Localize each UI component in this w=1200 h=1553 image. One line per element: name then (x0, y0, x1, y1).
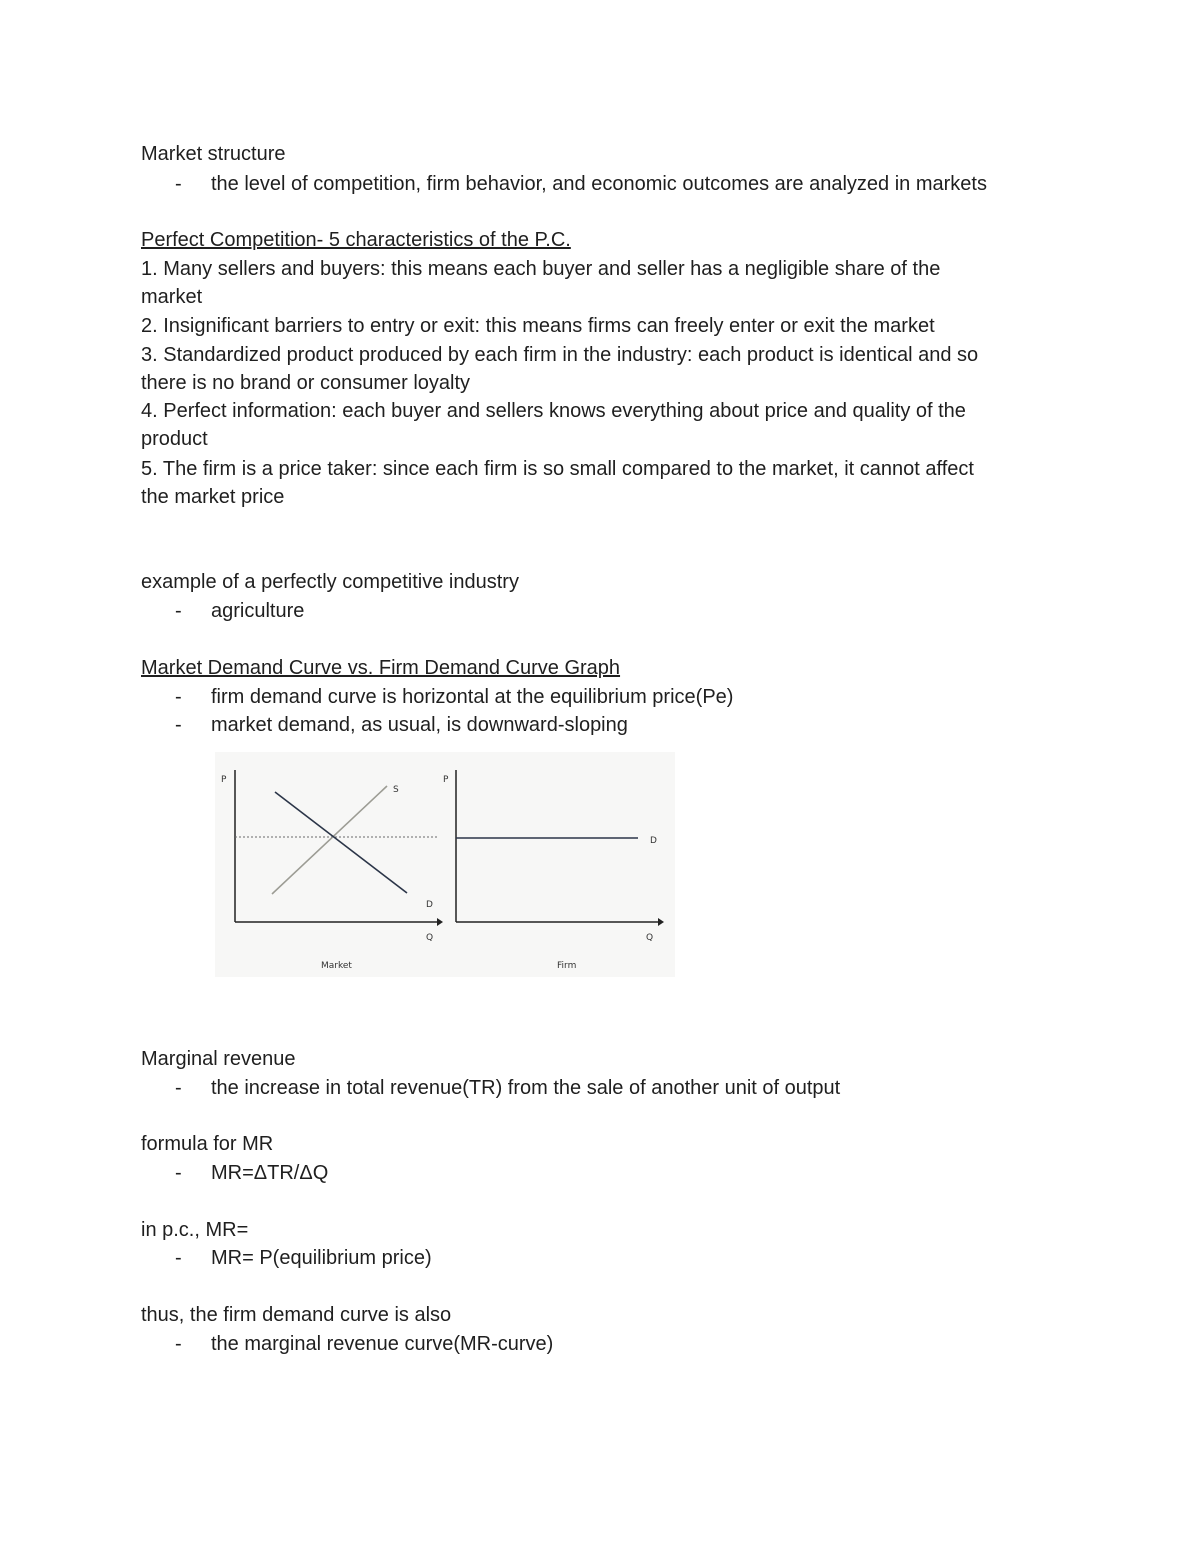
characteristic-5-line-2: the market price (141, 486, 285, 508)
bullet-dash: - (175, 173, 182, 195)
firm-x-label: Q (646, 933, 654, 943)
market-demand-curve (275, 792, 407, 893)
marginal-revenue-title: Marginal revenue (141, 1048, 296, 1070)
characteristic-1-line-1: 1. Many sellers and buyers: this means each buyer and seller has a negligible share of the (141, 258, 941, 280)
market-demand-label: D (426, 900, 433, 910)
characteristic-5-line-1: 5. The firm is a price taker: since each firm is so small compared to the market, it cannot affect (141, 458, 974, 480)
firm-caption: Firm (557, 961, 577, 971)
in-pc-title: in p.c., MR= (141, 1219, 249, 1241)
bullet-text: the increase in total revenue(TR) from the sale of another unit of output (211, 1077, 841, 1099)
bullet-text: MR=ΔTR/ΔQ (211, 1162, 329, 1184)
characteristic-4-line-1: 4. Perfect information: each buyer and sellers knows everything about price and quality of the (141, 400, 966, 422)
bullet-dash: - (175, 714, 182, 736)
characteristic-3-line-2: there is no brand or consumer loyalty (141, 372, 471, 394)
demand-graph-heading: Market Demand Curve vs. Firm Demand Curve Graph (141, 657, 621, 679)
bullet-text: market demand, as usual, is downward-sloping (211, 714, 628, 736)
bullet-text: the marginal revenue curve(MR-curve) (211, 1333, 554, 1355)
market-x-label: Q (426, 933, 434, 943)
market-structure-title: Market structure (141, 143, 286, 165)
market-supply-label: S (393, 785, 399, 795)
market-x-arrow (437, 918, 443, 926)
bullet-dash: - (175, 1333, 182, 1355)
characteristic-2-line-1: 2. Insignificant barriers to entry or exit: this means firms can freely enter or exit the market (141, 315, 935, 337)
firm-y-label: P (443, 775, 449, 785)
thus-title: thus, the firm demand curve is also (141, 1304, 452, 1326)
bullet-dash: - (175, 686, 182, 708)
bullet-dash: - (175, 1077, 182, 1099)
bullet-dash: - (175, 1162, 182, 1184)
characteristic-4-line-2: product (141, 428, 208, 450)
example-title: example of a perfectly competitive industry (141, 571, 519, 593)
bullet-text: agriculture (211, 600, 305, 622)
bullet-dash: - (175, 600, 182, 622)
firm-demand-label: D (650, 836, 657, 846)
market-caption: Market (321, 961, 352, 971)
bullet-dash: - (175, 1247, 182, 1269)
bullet-text: the level of competition, firm behavior, and economic outcomes are analyzed in markets (211, 173, 987, 195)
perfect-competition-heading: Perfect Competition- 5 characteristics of the P.C. (141, 229, 571, 251)
bullet-text: MR= P(equilibrium price) (211, 1247, 432, 1269)
formula-title: formula for MR (141, 1133, 274, 1155)
bullet-text: firm demand curve is horizontal at the equilibrium price(Pe) (211, 686, 734, 708)
demand-curves-svg (215, 752, 675, 977)
firm-x-arrow (658, 918, 664, 926)
demand-curves-figure (215, 752, 675, 977)
characteristic-3-line-1: 3. Standardized product produced by each firm in the industry: each product is identical and so (141, 344, 979, 366)
characteristic-1-line-2: market (141, 286, 203, 308)
market-y-label: P (221, 775, 227, 785)
